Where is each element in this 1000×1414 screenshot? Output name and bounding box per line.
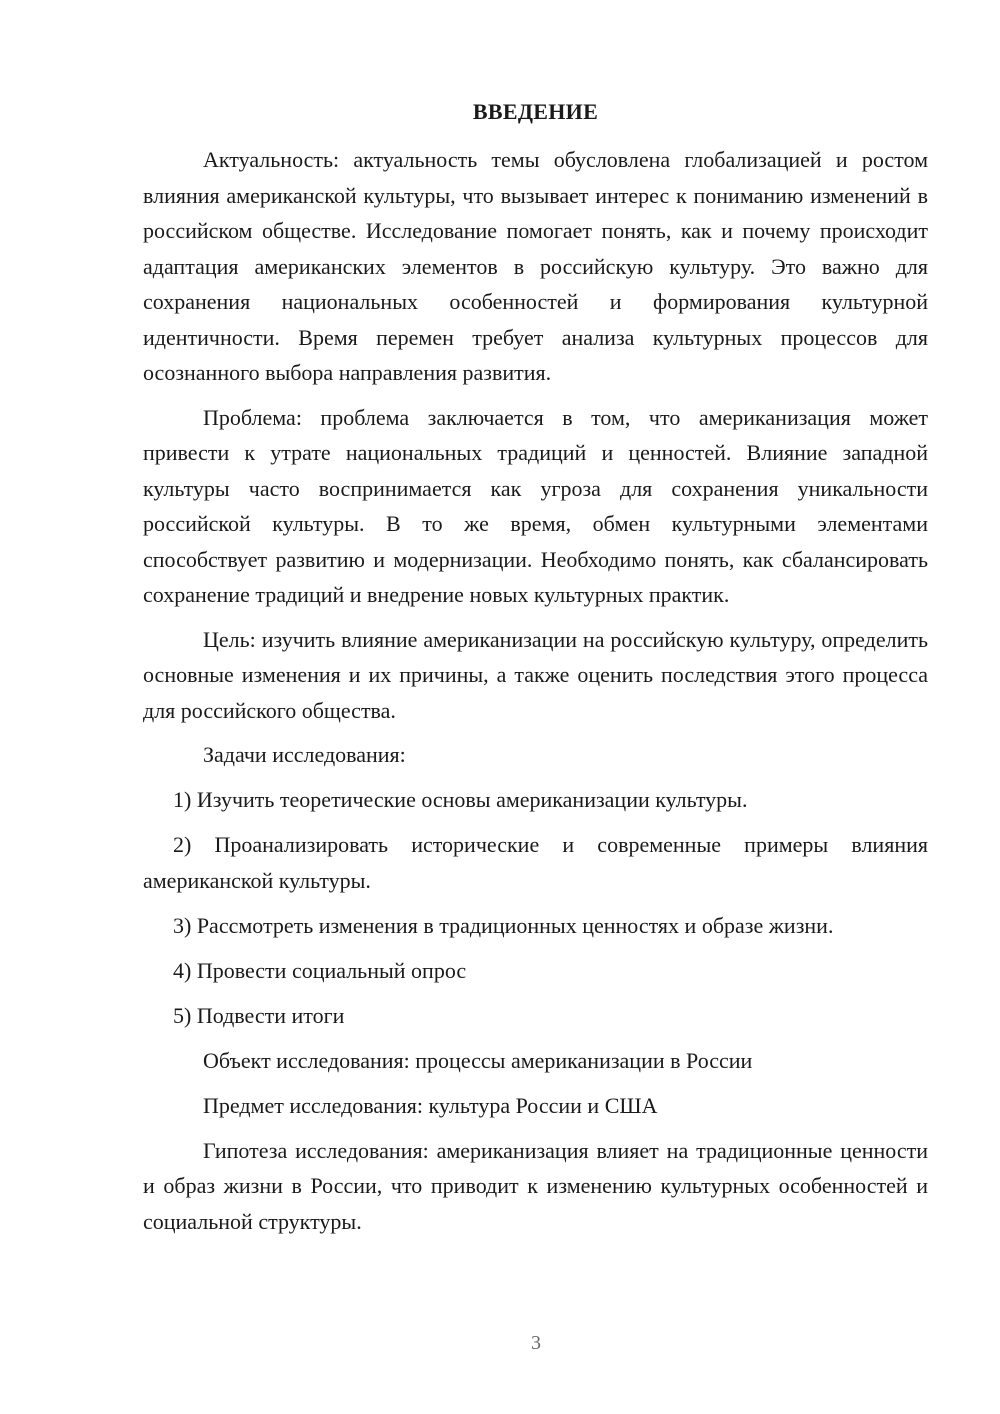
task-item: 2) Проанализировать исторические и современные примеры влияния американской культуры.	[143, 832, 928, 893]
page-content	[143, 94, 928, 1248]
relevance-paragraph: Актуальность: актуальность темы обусловлена глобализацией и ростом влияния американской культуры, что вызывает интерес к пониманию изменений в российском обществе. Исследование помогает понять, как и почему происходит адаптация американских элементов в российскую культуру. Это важно для сохранения национальных особенностей и формирования культурной идентичности. Время перемен требует анализа культурных процессов для осознанного выбора направления развития.	[143, 147, 928, 385]
research-object: Объект исследования: процессы американизации в России	[203, 1047, 753, 1073]
problem-paragraph: Проблема: проблема заключается в том, что американизация может привести к утрате национальных традиций и ценностей. Влияние западной культуры часто воспринимается как угроза для сохранения уникальности российской культуры. В то же время, обмен культурными элементами способствует развитию и модернизации. Необходимо понять, как сбалансировать сохранение традиций и внедрение новых культурных практик.	[143, 404, 928, 607]
task-item: 4) Провести социальный опрос	[173, 957, 467, 983]
page-title: ВВЕДЕНИЕ	[472, 99, 599, 124]
task-item: 1) Изучить теоретические основы американизации культуры.	[173, 787, 748, 812]
tasks-heading: Задачи исследования:	[203, 742, 406, 767]
goal-paragraph: Цель: изучить влияние американизации на российскую культуру, определить основные изменения и их причины, а также оценить последствия этого процесса для российского общества.	[143, 626, 928, 723]
research-subject: Предмет исследования: культура России и США	[203, 1092, 658, 1118]
task-item: 5) Подвести итоги	[173, 1002, 345, 1028]
research-hypothesis: Гипотеза исследования: американизация влияет на традиционные ценности и образ жизни в России, что приводит к изменению культурных особенностей и социальной структуры.	[143, 1137, 928, 1234]
page-number: 3	[531, 1332, 541, 1354]
task-item: 3) Рассмотреть изменения в традиционных ценностях и образе жизни.	[173, 912, 834, 938]
